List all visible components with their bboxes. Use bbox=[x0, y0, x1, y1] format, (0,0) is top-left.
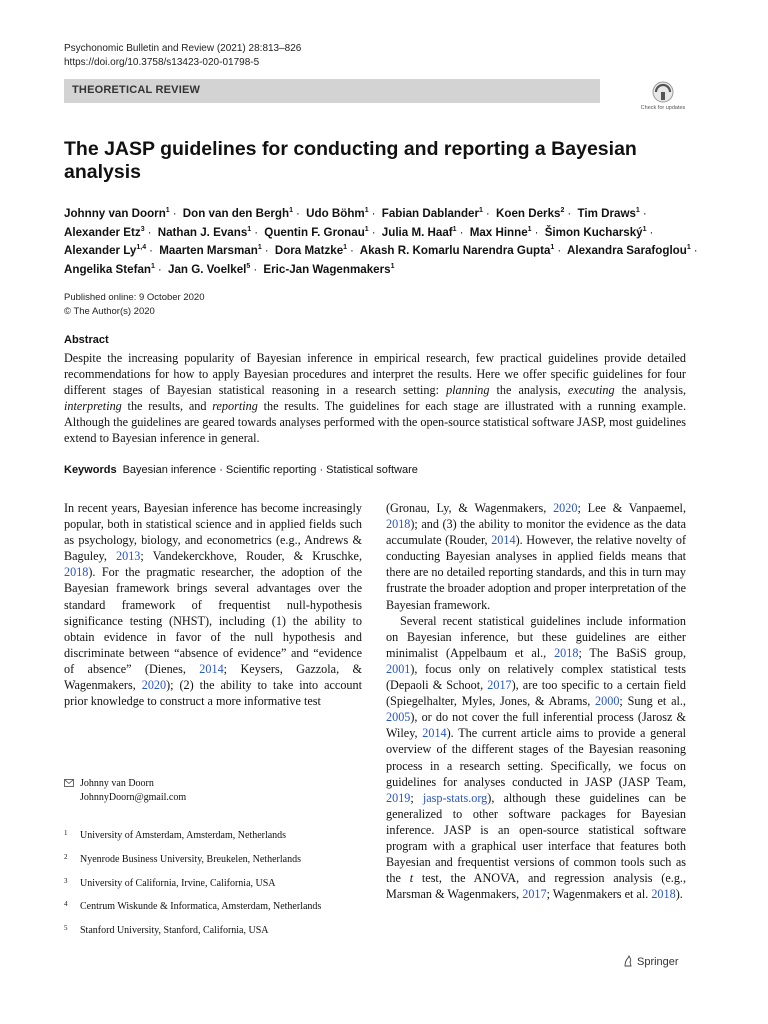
text-run: ); (2) the ability to take into account prior knowledge to construct a more informative test bbox=[64, 678, 362, 709]
author-affiliation-mark: 1 bbox=[247, 225, 252, 233]
text-run: ). However, the relative novelty of conducting Bayesian analyses in applied fields means that there are no detailed reporting standards, and this in turn may frustrate the broader adoption and proper interpretation of the Bayesian framework. bbox=[386, 533, 687, 612]
reference-link[interactable]: 2005 bbox=[386, 710, 411, 725]
body-paragraph bbox=[386, 613, 686, 903]
text-run: ; Keysers, Gazzola, & Wagenmakers, bbox=[64, 661, 362, 693]
body-paragraph bbox=[386, 500, 686, 613]
crossmark-badge[interactable] bbox=[640, 80, 686, 124]
published-date: Published online: 9 October 2020 bbox=[64, 292, 205, 303]
author-separator: · bbox=[253, 262, 258, 276]
author-affiliation-mark: 1 bbox=[364, 225, 369, 233]
affiliation-text: University of California, Irvine, California, USA bbox=[80, 877, 276, 889]
text-run: the results, and bbox=[121, 399, 213, 414]
affiliation-number: 3 bbox=[64, 876, 68, 885]
author-affiliation-mark: 5 bbox=[246, 262, 251, 270]
author-name: Quentin F. Gronau bbox=[264, 225, 365, 239]
author-affiliation-mark: 1 bbox=[289, 207, 293, 215]
author-name: Alexander Etz bbox=[64, 225, 141, 239]
body-paragraph bbox=[64, 500, 362, 709]
author-affiliation-mark: 1 bbox=[343, 244, 348, 252]
author-affiliation-mark: 1 bbox=[257, 244, 262, 252]
author-separator: · bbox=[649, 225, 654, 239]
text-run: ; bbox=[410, 790, 423, 805]
author-affiliation-mark: 1 bbox=[165, 207, 170, 215]
author-separator: · bbox=[371, 207, 376, 220]
author-name: Dora Matzke bbox=[274, 244, 344, 257]
author-affiliation-mark: 1 bbox=[364, 207, 369, 215]
author-separator: · bbox=[296, 207, 300, 220]
author-name: Max Hinne bbox=[469, 225, 528, 239]
journal-citation: Psychonomic Bulletin and Review (2021) 28:813–826 bbox=[64, 43, 302, 54]
affiliation-text: Stanford University, Stanford, California, USA bbox=[80, 925, 269, 937]
affiliation-text: Centrum Wiskunde & Informatica, Amsterdam, Netherlands bbox=[80, 901, 322, 913]
author-name: Johnny van Doorn bbox=[64, 207, 166, 220]
text-run: Despite the increasing popularity of Bayesian inference in empirical research, few practical guidelines provide detailed recommendations for how to apply Bayesian procedures and interpret the results. Here we offer specific guidelines for four different stages of Bayesian statistical reasoning in a research setting: bbox=[64, 351, 686, 398]
affiliation-text: Nyenrode Business University, Breukelen, Netherlands bbox=[80, 853, 301, 865]
corresponding-author: Johnny van Doorn bbox=[80, 778, 154, 789]
reference-link[interactable]: 2014 bbox=[491, 533, 516, 548]
reference-link[interactable]: 2001 bbox=[386, 661, 411, 676]
author-affiliation-mark: 1 bbox=[642, 225, 647, 233]
keywords-label: Keywords bbox=[64, 464, 117, 476]
author-separator: · bbox=[371, 225, 376, 239]
reference-link[interactable]: jasp-stats.org bbox=[422, 790, 488, 805]
reference-link[interactable]: 2000 bbox=[595, 694, 620, 709]
author-separator: · bbox=[149, 244, 153, 257]
abstract-heading: Abstract bbox=[64, 334, 109, 346]
text-run: ), or do not cover the full inferential process (Jarosz & Wiley, bbox=[386, 710, 686, 741]
author-name: Udo Böhm bbox=[306, 207, 365, 220]
author-affiliation-mark: 1 bbox=[635, 207, 640, 215]
author-name: Šimon Kucharský bbox=[544, 225, 643, 239]
author-name: Nathan J. Evans bbox=[157, 225, 248, 239]
author-separator: · bbox=[350, 244, 354, 257]
author-name: Jan G. Voelkel bbox=[168, 262, 247, 276]
author-separator: · bbox=[557, 244, 562, 257]
keywords-text: Bayesian inference · Scientific reporting · Statistical software bbox=[122, 464, 418, 476]
italic-text: executing bbox=[567, 383, 615, 398]
affiliation-item bbox=[64, 900, 362, 914]
reference-link[interactable]: 2017 bbox=[522, 887, 547, 902]
text-run: ). For the pragmatic researcher, the adoption of the Bayesian framework brings several advantages over the standard framework of frequentist null-hypothesis significance testing (NHST), including (1) the ability to obtain evidence in favor of the null hypothesis and discriminate between “absence of evidence” and “evidence of absence” (Dienes, bbox=[64, 565, 362, 676]
author-name: Don van den Bergh bbox=[182, 207, 290, 220]
abstract-text bbox=[64, 350, 686, 447]
text-run: the results. The guidelines for each stage are illustrated with a running example. Although the guidelines are geared towards analyses performed with the open-source statistical software JASP, most guidelines extend to Bayesian inference in general. bbox=[64, 399, 686, 446]
reference-link[interactable]: 2020 bbox=[553, 501, 578, 515]
author-name: Akash R. Komarlu Narendra Gupta bbox=[359, 244, 551, 257]
author-name: Julia M. Haaf bbox=[381, 225, 453, 239]
section-banner bbox=[64, 79, 600, 103]
affiliation-text: University of Amsterdam, Amsterdam, Netherlands bbox=[80, 830, 287, 841]
italic-text: t bbox=[409, 871, 414, 886]
author-separator: · bbox=[254, 225, 259, 239]
author-separator: · bbox=[157, 262, 162, 276]
author-separator: · bbox=[172, 207, 177, 220]
italic-text: interpreting bbox=[64, 399, 122, 414]
affiliation-item bbox=[64, 853, 362, 867]
author-separator: · bbox=[693, 244, 698, 257]
text-run: ), focus only on relatively complex statistical tests (Depaoli & Schoot, bbox=[386, 661, 686, 693]
text-run: ). The current article aims to provide a general overview of the different stages of the Bayesian reasoning process in a research setting. Specifically, we focus on guidelines for analyses conducted in JASP (JASP Team, bbox=[386, 726, 686, 789]
affiliation-number: 2 bbox=[64, 852, 68, 861]
author-separator: · bbox=[147, 225, 152, 239]
reference-link[interactable]: 2018 bbox=[651, 887, 676, 902]
italic-text: planning bbox=[446, 383, 490, 398]
author-name: Fabian Dablander bbox=[381, 207, 480, 220]
affiliation-number: 1 bbox=[64, 829, 68, 837]
author-affiliation-mark: 1 bbox=[150, 262, 155, 270]
publisher-name: Springer bbox=[637, 956, 679, 968]
text-run: ), although these guidelines can be generalized to other software packages for Bayesian inference. JASP is an open-source statistical software program with a graphical user interface that features both Bayesian and frequentist versions of common tools such as the bbox=[386, 790, 686, 886]
text-run: (Gronau, Ly, & Wagenmakers, bbox=[386, 501, 554, 515]
text-run: In recent years, Bayesian inference has become increasingly popular, both in statistical science and in applied fields such as psychology, biology, and econometrics (e.g., Andrews & Baguley, bbox=[64, 501, 362, 564]
keywords bbox=[64, 464, 418, 476]
body-column-right bbox=[386, 500, 686, 902]
text-run: the analysis, bbox=[614, 383, 687, 398]
author-list bbox=[64, 205, 704, 279]
affiliations bbox=[64, 829, 362, 948]
author-name: Koen Derks bbox=[496, 207, 561, 220]
author-separator: · bbox=[534, 225, 539, 239]
text-run: ; Sung et al., bbox=[619, 694, 686, 709]
reference-link[interactable]: 2018 bbox=[386, 517, 411, 532]
copyright-notice: © The Author(s) 2020 bbox=[64, 306, 155, 317]
reference-link[interactable]: 2020 bbox=[141, 678, 167, 693]
author-affiliation-mark: 1 bbox=[479, 207, 483, 215]
author-name: Maarten Marsman bbox=[159, 244, 258, 257]
author-name: Alexander Ly bbox=[64, 244, 137, 257]
doi-link[interactable]: https://doi.org/10.3758/s13423-020-01798-5 bbox=[64, 57, 260, 68]
text-run: ), are too specific to a certain field (Spiegelhalter, Myles, Jones, & Abrams, bbox=[386, 678, 686, 709]
reference-link[interactable]: 2014 bbox=[422, 726, 447, 741]
reference-link[interactable]: 2018 bbox=[554, 645, 579, 660]
author-separator: · bbox=[485, 207, 490, 220]
text-run: ; Wagenmakers et al. bbox=[546, 887, 652, 902]
author-separator: · bbox=[642, 207, 647, 220]
author-affiliation-mark: 1 bbox=[686, 244, 691, 252]
affiliation-item bbox=[64, 829, 362, 843]
corresponding-email[interactable]: JohnnyDoorn@gmail.com bbox=[80, 792, 187, 803]
affiliation-number: 4 bbox=[64, 900, 68, 909]
author-name: Alexandra Sarafoglou bbox=[567, 244, 687, 257]
author-affiliation-mark: 1 bbox=[390, 262, 395, 270]
text-run: ; Vandekerckhove, Rouder, & Kruschke, bbox=[140, 549, 363, 564]
author-name: Tim Draws bbox=[577, 207, 636, 220]
author-affiliation-mark: 1,4 bbox=[136, 244, 147, 252]
affiliation-number: 5 bbox=[64, 924, 68, 933]
text-run: test, the ANOVA, and regression analysis (e.g., Marsman & Wagenmakers, bbox=[386, 871, 687, 902]
reference-link[interactable]: 2017 bbox=[487, 678, 512, 693]
text-run: ); and (3) the ability to monitor the evidence as the data accumulate (Rouder, bbox=[386, 517, 686, 548]
author-separator: · bbox=[567, 207, 572, 220]
italic-text: reporting bbox=[212, 399, 258, 414]
reference-link[interactable]: 2019 bbox=[386, 790, 411, 805]
envelope-icon bbox=[64, 779, 74, 787]
reference-link[interactable]: 2013 bbox=[116, 549, 141, 564]
author-name: Eric-Jan Wagenmakers bbox=[263, 262, 391, 276]
author-affiliation-mark: 1 bbox=[527, 225, 532, 233]
text-run: ; Lee & Vanpaemel, bbox=[577, 501, 686, 515]
author-affiliation-mark: 1 bbox=[452, 225, 457, 233]
text-run: ). bbox=[675, 887, 683, 902]
author-affiliation-mark: 3 bbox=[140, 225, 145, 233]
springer-horse-icon bbox=[622, 955, 634, 967]
author-affiliation-mark: 1 bbox=[550, 244, 555, 252]
publisher-logo bbox=[622, 955, 679, 968]
article-title: The JASP guidelines for conducting and reporting a Bayesian analysis bbox=[64, 138, 637, 183]
text-run: Several recent statistical guidelines include information on Bayesian inference, but these guidelines are either minimalist (Appelbaum et al., bbox=[386, 613, 686, 660]
crossmark-icon bbox=[640, 80, 686, 106]
author-separator: · bbox=[264, 244, 269, 257]
reference-link[interactable]: 2014 bbox=[199, 661, 224, 676]
text-run: ; The BaSiS group, bbox=[578, 645, 686, 660]
author-separator: · bbox=[459, 225, 464, 239]
author-affiliation-mark: 2 bbox=[560, 207, 565, 215]
crossmark-label: Check for updates bbox=[640, 105, 686, 111]
author-name: Angelika Stefan bbox=[64, 262, 151, 276]
affiliation-item bbox=[64, 877, 362, 891]
section-label: THEORETICAL REVIEW bbox=[72, 84, 201, 96]
affiliation-item bbox=[64, 924, 362, 938]
body-column-left bbox=[64, 500, 362, 709]
reference-link[interactable]: 2018 bbox=[64, 565, 89, 580]
text-run: the analysis, bbox=[489, 383, 568, 398]
